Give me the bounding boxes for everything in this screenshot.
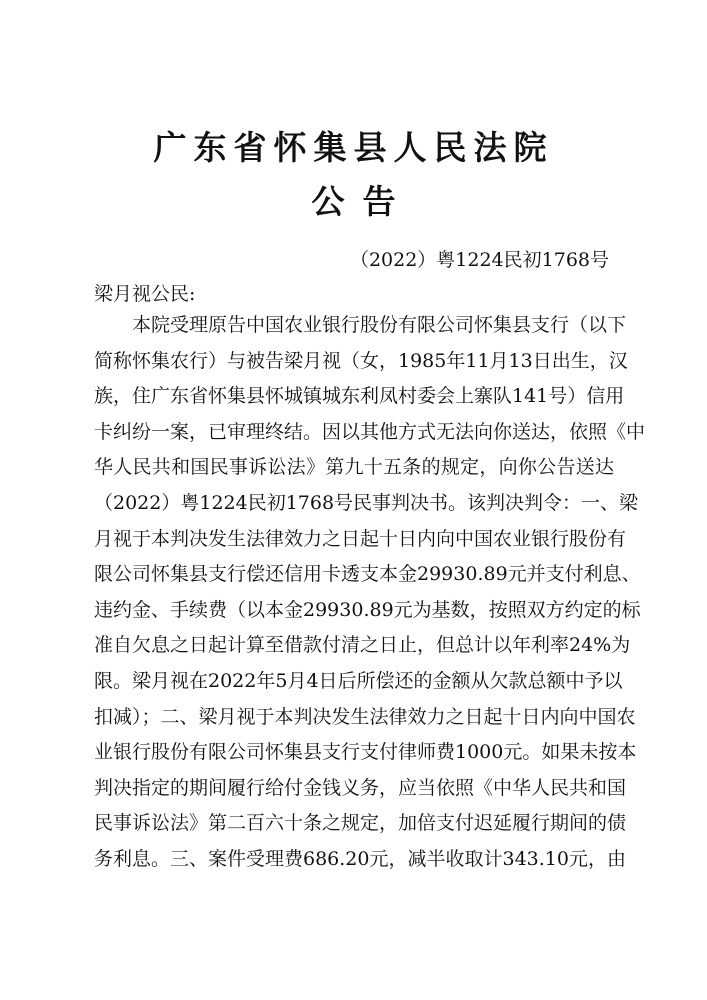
body-line-10: 准自欠息之日起计算至借款付清之日止，但总计以年利率24%为 bbox=[94, 634, 631, 657]
notice-heading: 公告 bbox=[311, 182, 414, 221]
body-line-8: 限公司怀集县支行偿还信用卡透支本金29930.89元并支付利息、 bbox=[94, 563, 641, 586]
body-line-2: 简称怀集农行）与被告梁月视（女，1985年11月13日出生，汉 bbox=[94, 349, 628, 372]
body-line-4: 卡纠纷一案，已审理终结。因以其他方式无法向你送达，依照《中 bbox=[94, 420, 646, 443]
body-line-3: 族，住广东省怀集县怀城镇城东利凤村委会上寨队141号）信用 bbox=[94, 385, 625, 408]
body-line-6: （2022）粤1224民初1768号民事判决书。该判决判令：一、梁 bbox=[94, 491, 639, 514]
body-line-9: 违约金、手续费（以本金29930.89元为基数，按照双方约定的标 bbox=[94, 598, 641, 621]
body-line-11: 限。梁月视在2022年5月4日后所偿还的金额从欠款总额中予以 bbox=[94, 669, 623, 692]
notice-body bbox=[94, 308, 646, 878]
body-line-12: 扣减）；二、梁月视于本判决发生法律效力之日起十日内向中国农 bbox=[94, 705, 636, 728]
body-line-16: 务利息。三、案件受理费686.20元，减半收取计343.10元，由 bbox=[94, 847, 626, 870]
body-line-13: 业银行股份有限公司怀集县支行支付律师费1000元。如果未按本 bbox=[94, 741, 637, 764]
body-line-5: 华人民共和国民事诉讼法》第九十五条的规定，向你公告送达 bbox=[94, 456, 614, 479]
case-number: （2022）粤1224民初1768号 bbox=[349, 249, 609, 271]
body-line-1: 本院受理原告中国农业银行股份有限公司怀集县支行（以下 bbox=[132, 314, 627, 336]
addressee: 梁月视公民: bbox=[94, 283, 196, 305]
body-line-14: 判决指定的期间履行给付金钱义务，应当依照《中华人民共和国 bbox=[94, 776, 627, 799]
court-name-title: 广东省怀集县人民法院 bbox=[153, 128, 554, 167]
body-line-7: 月视于本判决发生法律效力之日起十日内向中国农业银行股份有 bbox=[94, 527, 627, 550]
body-line-15: 民事诉讼法》第二百六十条之规定，加倍支付迟延履行期间的债 bbox=[94, 812, 627, 835]
